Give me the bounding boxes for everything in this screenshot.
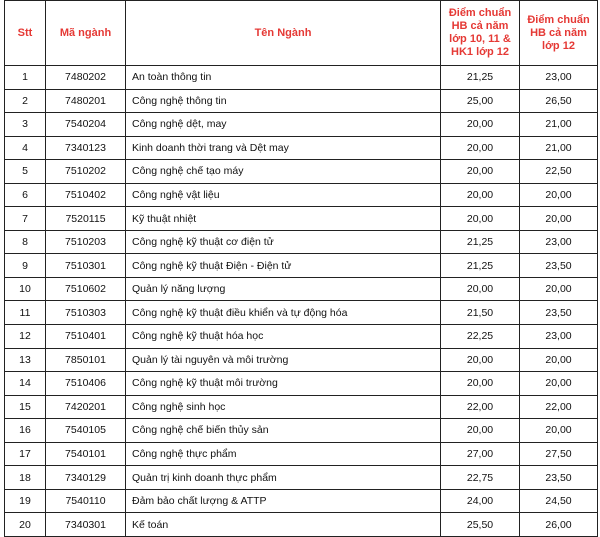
cell-major-code: 7510301 bbox=[46, 254, 126, 278]
cell-stt: 15 bbox=[5, 395, 46, 419]
cell-major-code: 7510303 bbox=[46, 301, 126, 325]
cell-stt: 4 bbox=[5, 136, 46, 160]
cell-score-12: 24,50 bbox=[520, 489, 598, 513]
cell-major-name: Công nghệ kỹ thuật hóa học bbox=[126, 325, 441, 349]
cell-major-code: 7480201 bbox=[46, 89, 126, 113]
cell-major-code: 7540105 bbox=[46, 419, 126, 443]
cell-major-code: 7340301 bbox=[46, 513, 126, 537]
header-score-hb-line: HB cả năm bbox=[451, 20, 509, 32]
cell-stt: 18 bbox=[5, 466, 46, 490]
cell-major-code: 7520115 bbox=[46, 207, 126, 231]
cell-score-12: 20,00 bbox=[520, 183, 598, 207]
cell-score-12: 23,50 bbox=[520, 254, 598, 278]
header-score-12-line: lớp 12 bbox=[542, 39, 575, 52]
table-row bbox=[5, 160, 598, 184]
cell-score-hb: 25,00 bbox=[441, 89, 520, 113]
cell-major-name: An toàn thông tin bbox=[126, 66, 441, 90]
table-body bbox=[5, 66, 598, 537]
cell-score-hb: 25,50 bbox=[441, 513, 520, 537]
table-row bbox=[5, 113, 598, 137]
cell-major-code: 7510602 bbox=[46, 277, 126, 301]
table-row bbox=[5, 89, 598, 113]
table-row bbox=[5, 230, 598, 254]
table-row bbox=[5, 442, 598, 466]
cell-score-12: 23,50 bbox=[520, 301, 598, 325]
cell-stt: 7 bbox=[5, 207, 46, 231]
table-row bbox=[5, 207, 598, 231]
cell-score-12: 26,50 bbox=[520, 89, 598, 113]
cell-score-12: 23,00 bbox=[520, 230, 598, 254]
cell-stt: 5 bbox=[5, 160, 46, 184]
cell-major-name: Quản lý tài nguyên và môi trường bbox=[126, 348, 441, 372]
cell-score-12: 27,50 bbox=[520, 442, 598, 466]
table-row bbox=[5, 372, 598, 396]
cell-major-name: Công nghệ chế biến thủy sản bbox=[126, 419, 441, 443]
cell-major-code: 7510401 bbox=[46, 325, 126, 349]
cell-score-hb: 20,00 bbox=[441, 183, 520, 207]
table-row bbox=[5, 348, 598, 372]
table-row bbox=[5, 513, 598, 537]
table-row bbox=[5, 419, 598, 443]
cell-score-hb: 22,25 bbox=[441, 325, 520, 349]
cell-score-hb: 20,00 bbox=[441, 160, 520, 184]
cell-major-name: Công nghệ kỹ thuật cơ điện tử bbox=[126, 230, 441, 254]
cell-score-12: 20,00 bbox=[520, 277, 598, 301]
table-row bbox=[5, 277, 598, 301]
header-row bbox=[5, 1, 598, 66]
cell-stt: 19 bbox=[5, 489, 46, 513]
cell-score-hb: 20,00 bbox=[441, 419, 520, 443]
cell-major-code: 7510406 bbox=[46, 372, 126, 396]
cell-major-code: 7510203 bbox=[46, 230, 126, 254]
header-major-name: Tên Ngành bbox=[126, 1, 441, 66]
cell-score-12: 20,00 bbox=[520, 372, 598, 396]
cell-score-hb: 20,00 bbox=[441, 277, 520, 301]
cell-score-hb: 21,25 bbox=[441, 230, 520, 254]
cell-major-name: Công nghệ kỹ thuật Điện - Điện tử bbox=[126, 254, 441, 278]
table-row bbox=[5, 254, 598, 278]
cell-score-12: 26,00 bbox=[520, 513, 598, 537]
cell-score-hb: 21,25 bbox=[441, 66, 520, 90]
cell-score-hb: 21,25 bbox=[441, 254, 520, 278]
cell-major-code: 7340129 bbox=[46, 466, 126, 490]
cell-score-hb: 24,00 bbox=[441, 489, 520, 513]
cell-major-name: Quản trị kinh doanh thực phẩm bbox=[126, 466, 441, 490]
header-stt: Stt bbox=[5, 1, 46, 66]
cell-major-name: Đảm bảo chất lượng & ATTP bbox=[126, 489, 441, 513]
cell-stt: 10 bbox=[5, 277, 46, 301]
cell-major-name: Công nghệ chế tạo máy bbox=[126, 160, 441, 184]
header-score-12-line: HB cả năm bbox=[530, 26, 587, 39]
header-score-hb-line: Điểm chuẩn bbox=[448, 7, 512, 19]
cell-stt: 8 bbox=[5, 230, 46, 254]
cell-stt: 14 bbox=[5, 372, 46, 396]
table-row bbox=[5, 466, 598, 490]
table-row bbox=[5, 395, 598, 419]
cell-major-name: Công nghệ kỹ thuật môi trường bbox=[126, 372, 441, 396]
cell-major-code: 7480202 bbox=[46, 66, 126, 90]
cell-stt: 17 bbox=[5, 442, 46, 466]
cell-score-12: 21,00 bbox=[520, 136, 598, 160]
cell-major-code: 7510402 bbox=[46, 183, 126, 207]
table-row bbox=[5, 325, 598, 349]
cell-stt: 13 bbox=[5, 348, 46, 372]
table-row bbox=[5, 183, 598, 207]
cell-score-hb: 27,00 bbox=[441, 442, 520, 466]
cell-stt: 20 bbox=[5, 513, 46, 537]
cell-major-code: 7850101 bbox=[46, 348, 126, 372]
cell-score-hb: 20,00 bbox=[441, 348, 520, 372]
cell-major-name: Công nghệ dệt, may bbox=[126, 113, 441, 137]
header-score-12-line: Điểm chuẩn bbox=[527, 13, 590, 26]
table-row bbox=[5, 136, 598, 160]
header-score-hb-line: HK1 lớp 12 bbox=[451, 46, 509, 58]
cell-score-hb: 22,00 bbox=[441, 395, 520, 419]
cell-score-12: 20,00 bbox=[520, 207, 598, 231]
cell-major-name: Quản lý năng lượng bbox=[126, 277, 441, 301]
cell-score-hb: 20,00 bbox=[441, 136, 520, 160]
cell-major-code: 7540204 bbox=[46, 113, 126, 137]
table-row bbox=[5, 66, 598, 90]
cell-score-12: 21,00 bbox=[520, 113, 598, 137]
table-row bbox=[5, 301, 598, 325]
header-major-code: Mã ngành bbox=[46, 1, 126, 66]
header-score-hb-10-11-12 bbox=[441, 1, 520, 66]
cell-score-12: 22,00 bbox=[520, 395, 598, 419]
admission-score-table bbox=[4, 0, 598, 537]
cell-score-12: 20,00 bbox=[520, 348, 598, 372]
header-score-hb-line: lớp 10, 11 & bbox=[449, 33, 511, 45]
cell-stt: 11 bbox=[5, 301, 46, 325]
cell-major-code: 7540110 bbox=[46, 489, 126, 513]
cell-score-hb: 20,00 bbox=[441, 207, 520, 231]
cell-score-12: 23,00 bbox=[520, 66, 598, 90]
header-score-grade-12 bbox=[520, 1, 598, 66]
cell-major-name: Công nghệ sinh học bbox=[126, 395, 441, 419]
cell-stt: 6 bbox=[5, 183, 46, 207]
table-row bbox=[5, 489, 598, 513]
cell-score-12: 22,50 bbox=[520, 160, 598, 184]
cell-score-hb: 20,00 bbox=[441, 372, 520, 396]
cell-score-12: 23,50 bbox=[520, 466, 598, 490]
cell-major-code: 7540101 bbox=[46, 442, 126, 466]
cell-stt: 1 bbox=[5, 66, 46, 90]
cell-stt: 2 bbox=[5, 89, 46, 113]
cell-major-name: Công nghệ kỹ thuật điều khiển và tự động hóa bbox=[126, 301, 441, 325]
cell-score-12: 20,00 bbox=[520, 419, 598, 443]
cell-major-name: Công nghệ thông tin bbox=[126, 89, 441, 113]
cell-score-hb: 20,00 bbox=[441, 113, 520, 137]
cell-stt: 9 bbox=[5, 254, 46, 278]
cell-major-code: 7420201 bbox=[46, 395, 126, 419]
cell-score-hb: 22,75 bbox=[441, 466, 520, 490]
cell-score-12: 23,00 bbox=[520, 325, 598, 349]
table-header bbox=[5, 1, 598, 66]
cell-stt: 16 bbox=[5, 419, 46, 443]
cell-score-hb: 21,50 bbox=[441, 301, 520, 325]
cell-major-code: 7510202 bbox=[46, 160, 126, 184]
cell-major-name: Công nghệ vật liệu bbox=[126, 183, 441, 207]
cell-major-name: Kinh doanh thời trang và Dệt may bbox=[126, 136, 441, 160]
cell-major-name: Kế toán bbox=[126, 513, 441, 537]
cell-major-name: Công nghệ thực phẩm bbox=[126, 442, 441, 466]
cell-major-name: Kỹ thuật nhiệt bbox=[126, 207, 441, 231]
cell-stt: 3 bbox=[5, 113, 46, 137]
cell-major-code: 7340123 bbox=[46, 136, 126, 160]
cell-stt: 12 bbox=[5, 325, 46, 349]
